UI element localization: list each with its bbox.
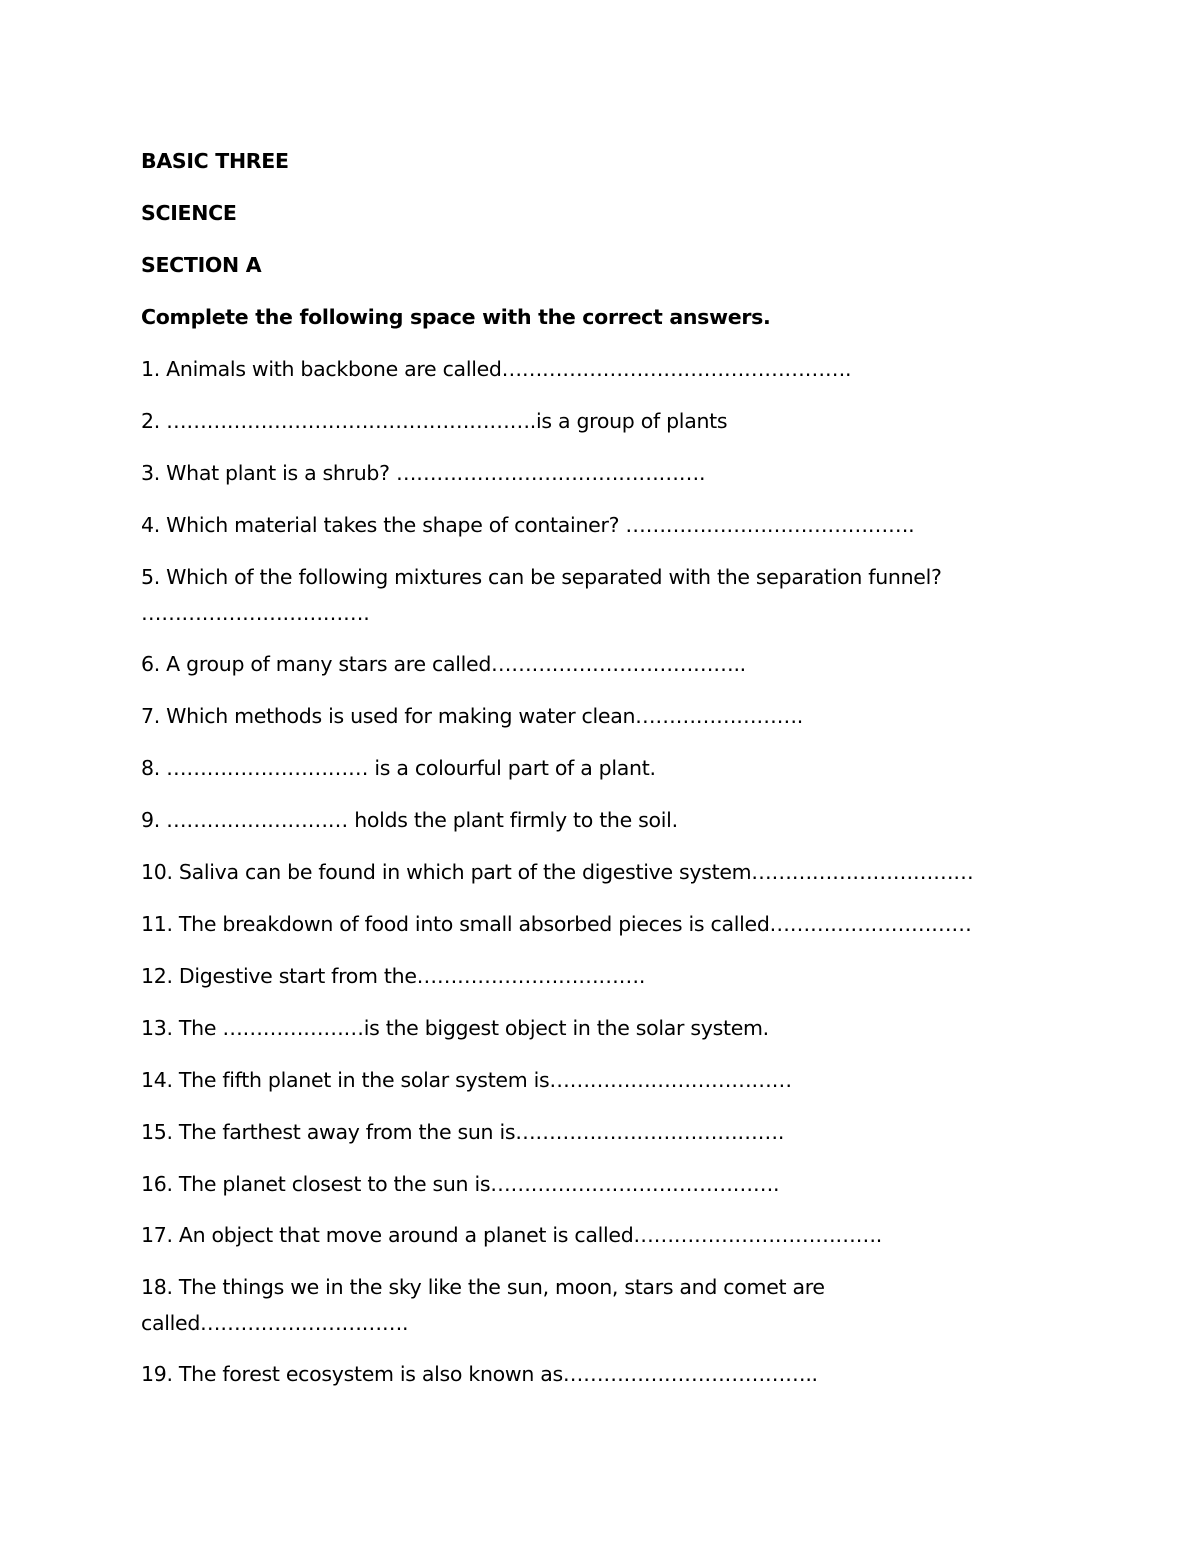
question-3: 3. What plant is a shrub? ………………………………………. [141, 461, 706, 485]
question-1: 1. Animals with backbone are called……………………………………………. [141, 357, 852, 381]
question-17: 17. An object that move around a planet is called………………………………. [141, 1223, 883, 1247]
question-5: 5. Which of the following mixtures can be separated with the separation funnel? [141, 565, 942, 589]
question-14: 14. The fifth planet in the solar system is……………………………… [141, 1068, 792, 1092]
question-9: 9. ……………………… holds the plant firmly to the soil. [141, 808, 678, 832]
question-12: 12. Digestive start from the……………………………. [141, 964, 646, 988]
class-level-heading: BASIC THREE [141, 149, 289, 173]
section-heading: SECTION A [141, 253, 262, 277]
question-18-answer-line: called…………………………. [141, 1311, 409, 1335]
question-13: 13. The …………………is the biggest object in the solar system. [141, 1016, 769, 1040]
question-18: 18. The things we in the sky like the sun, moon, stars and comet are [141, 1275, 825, 1299]
question-11: 11. The breakdown of food into small absorbed pieces is called………………………… [141, 912, 972, 936]
question-2: 2. ……………………………………………….is a group of plants [141, 409, 728, 433]
subject-heading: SCIENCE [141, 201, 237, 225]
question-15: 15. The farthest away from the sun is…………………………………. [141, 1120, 785, 1144]
question-6: 6. A group of many stars are called……………………………….. [141, 652, 746, 676]
question-5-answer-line: ……………………………. [141, 601, 370, 625]
question-10: 10. Saliva can be found in which part of the digestive system…………………………… [141, 860, 974, 884]
question-7: 7. Which methods is used for making water clean……………………. [141, 704, 803, 728]
question-4: 4. Which material takes the shape of container? ……………………………………. [141, 513, 915, 537]
question-16: 16. The planet closest to the sun is……………………………………. [141, 1172, 780, 1196]
question-8: 8. ………………………… is a colourful part of a plant. [141, 756, 656, 780]
instruction-text: Complete the following space with the correct answers. [141, 305, 771, 329]
question-19: 19. The forest ecosystem is also known as……………………………….. [141, 1362, 818, 1386]
